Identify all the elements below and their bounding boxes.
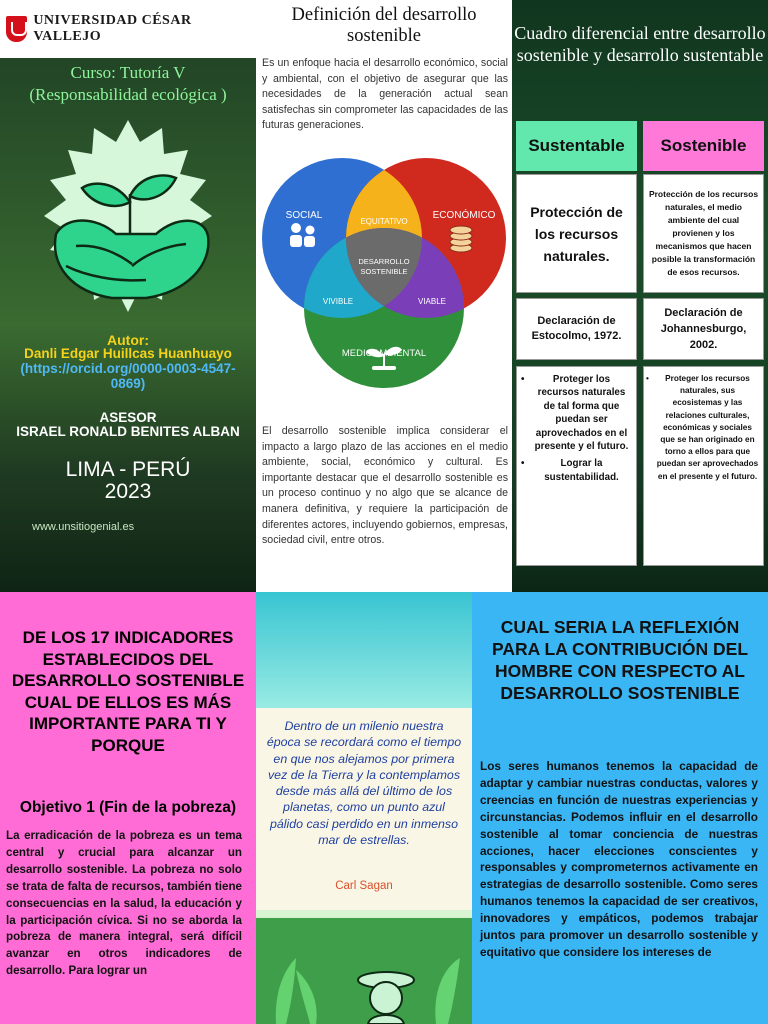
cell-row3-sustentable	[516, 366, 637, 566]
coins-icon	[450, 226, 472, 252]
cell-row2-sostenible: Declaración de Johannesburgo, 2002.	[643, 298, 764, 360]
quote-panel	[256, 592, 472, 1024]
quote-card	[256, 708, 472, 910]
venn-center-label-1: DESARROLLO	[358, 257, 410, 266]
website-link[interactable]: www.unsitiogenial.es	[32, 521, 135, 533]
venn-center-label-2: SOSTENIBLE	[360, 267, 408, 276]
objective-heading: Objetivo 1 (Fin de la pobreza)	[19, 799, 237, 816]
venn-economic-label: ECONÓMICO	[432, 210, 496, 221]
comparison-panel	[512, 0, 768, 592]
definition-paragraph-2: El desarrollo sostenible implica considerar el impacto a largo plazo de las acciones en el medio ambiente, social, económico y cultural. Es importante destacar que el desarrollo sostenible es un proceso continuo y no algo que se alcance de manera definitiva, y requiere la participación de diferentes actores, incluyendo gobiernos, empresas, sociedad civil, entre otros.	[262, 425, 508, 547]
header-sostenible: Sostenible	[643, 121, 764, 171]
cell-row3-sostenible	[643, 366, 764, 566]
course-subtitle: (Responsabilidad ecológica )	[29, 85, 227, 104]
cell-row1-sustentable: Protección de los recursos naturales.	[516, 174, 637, 293]
university-logo-bar	[0, 0, 256, 58]
gardener-illustration	[256, 918, 472, 1024]
comparison-title: Cuadro diferencial entre desarrollo sostenible y desarrollo sustentable	[514, 23, 766, 65]
year-text: 2023	[104, 480, 152, 503]
location-text: LIMA - PERÚ	[65, 458, 191, 481]
sprout-in-hands-icon	[36, 116, 220, 326]
reflection-panel	[472, 592, 768, 1024]
author-label: Autor:	[107, 332, 149, 348]
venn-social-label: SOCIAL	[285, 210, 323, 221]
definition-title: Definición del desarrollo sostenible	[291, 5, 477, 46]
venn-livable-label: VIVIBLE	[322, 297, 354, 306]
bullet-list	[521, 373, 632, 488]
list-item: • Proteger los recursos naturales, sus ecosistemas y las relaciones culturales, económicas y sociales que se han originado en torno a ellos para que puedan ser aprovechados en el presente y el futuro.	[646, 373, 759, 483]
indicators-panel	[0, 592, 256, 1024]
header-sustentable: Sustentable	[516, 121, 637, 171]
indicators-body: La erradicación de la pobreza es un tema central y crucial para alcanzar un desarrollo sostenible. La pobreza no solo se trata de falta de recursos, también tiene consecuencias en la salud, la educación y la participación cívica. Si no se aborda la pobreza de manera integral, será difícil avanzar en otros indicadores de desarrollo. Para lograr un	[6, 829, 242, 978]
university-shield-icon	[6, 16, 27, 42]
venn-viable-label: VIABLE	[417, 297, 447, 306]
bullet-list	[646, 373, 759, 483]
definition-panel	[256, 0, 512, 592]
cell-row2-sustentable: Declaración de Estocolmo, 1972.	[516, 298, 637, 360]
quote-author: Carl Sagan	[335, 880, 393, 892]
reflection-question: CUAL SERIA LA REFLEXIÓN PARA LA CONTRIBUCIÓN DEL HOMBRE CON RESPECTO AL DESARROLLO SOSTENIBLE	[492, 617, 749, 703]
reflection-body: Los seres humanos tenemos la capacidad de adaptar y cambiar nuestras conductas, valores y creencias en función de nuestras experiencias y circunstancias. Podemos influir en el desarrollo sostenible al tomar conciencia de nuestras acciones, hacer elecciones conscientes y responsables y comprometernos activamente en estrategias de desarrollo sostenible. Como seres humanos tenemos la capacidad de ser creativos, innovadores y empáticos, podemos trabajar juntos para promover un desarrollo sostenible y equitativo que considere los intereses de	[480, 759, 758, 959]
course-title	[0, 62, 256, 106]
cover-panel	[0, 0, 256, 592]
advisor-name: ISRAEL RONALD BENITES ALBAN	[16, 424, 240, 439]
advisor-label: ASESOR	[99, 410, 157, 425]
list-item: • Proteger los recursos naturales de tal forma que puedan ser aprovechados en el presente y el futuro.	[521, 373, 632, 453]
university-name: UNIVERSIDAD CÉSAR VALLEJO	[33, 13, 192, 44]
venn-equitable-label: EQUITATIVO	[360, 217, 408, 226]
list-item: • Lograr la sustentabilidad.	[521, 457, 632, 484]
indicators-question: DE LOS 17 INDICADORES ESTABLECIDOS DEL DESARROLLO SOSTENIBLE CUAL DE ELLOS ES MÁS IMPORTANTE PARA TI Y PORQUE	[11, 628, 245, 755]
course-name: Curso: Tutoría V	[70, 63, 186, 82]
author-name: Danli Edgar Huillcas Huanhuayo	[24, 346, 232, 361]
venn-environment-label: MEDIOAMBIENTAL	[341, 348, 427, 359]
quote-text: Dentro de un milenio nuestra época se recordará como el tiempo en que nos alejamos por primera vez de la Tierra y la contemplamos desde más allá del último de los planetas, como un punto azul pálido casi perdido en un inmenso mar de estrellas.	[266, 719, 462, 848]
cell-row1-sostenible: Protección de los recursos naturales, el medio ambiente del cual provienen y los mecanismos que hacen posible la transformación de esos recursos.	[643, 174, 764, 293]
author-orcid-link[interactable]: (https://orcid.org/0000-0003-4547-0869)	[20, 361, 236, 391]
definition-paragraph-1: Es un enfoque hacia el desarrollo económico, social y ambiental, con el objetivo de asegurar que las necesidades de la generación actual sean satisfechas sin comprometer las capacidades de las futuras generaciones.	[262, 57, 508, 132]
sustainability-venn-diagram	[258, 158, 510, 390]
